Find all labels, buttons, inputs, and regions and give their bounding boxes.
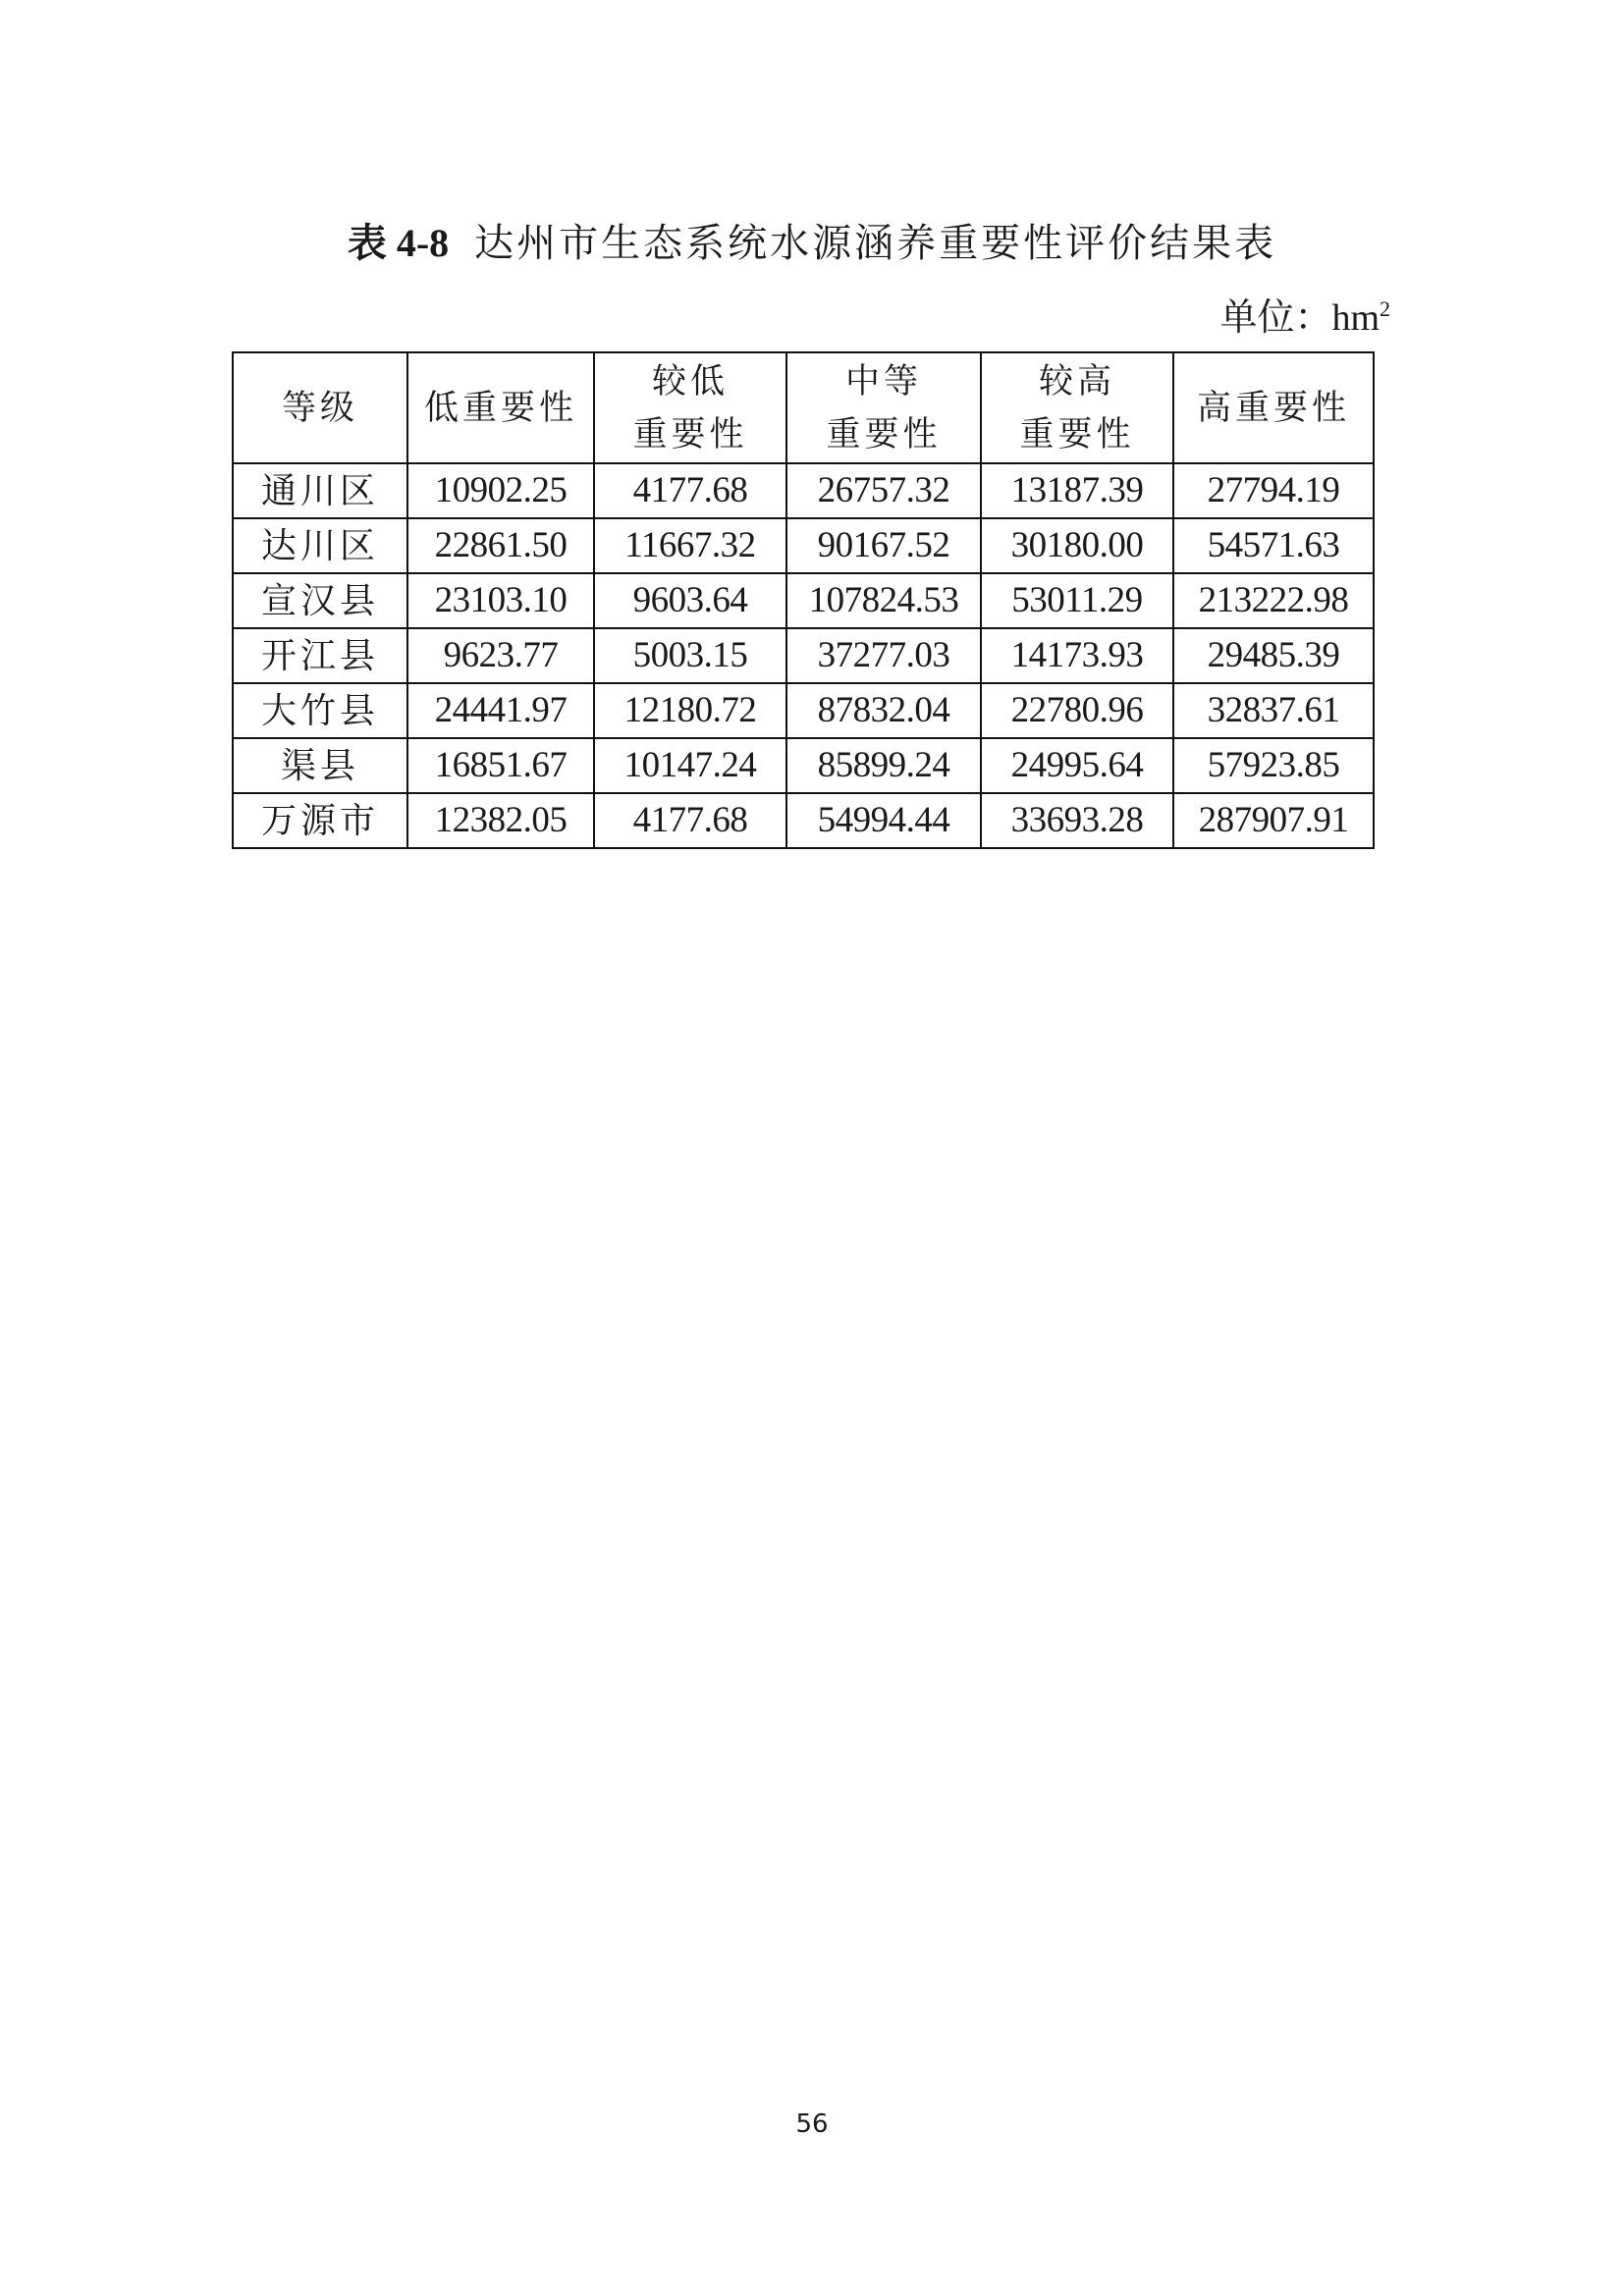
header-high-label: 高重要性 [1196, 388, 1350, 427]
table-row [233, 518, 1374, 573]
table-cell: 213222.98 [1173, 573, 1374, 628]
header-high [1173, 352, 1374, 463]
table-header-row [233, 352, 1374, 463]
header-higher-line2: 重要性 [1019, 414, 1135, 454]
page-number: 56 [795, 2109, 829, 2139]
header-medium-line2: 重要性 [826, 414, 942, 454]
table-cell: 16851.67 [407, 738, 594, 793]
table-cell: 53011.29 [981, 573, 1173, 628]
unit-text: 单位：hm [1219, 297, 1380, 339]
table-cell: 87832.04 [786, 683, 981, 738]
table-cell: 30180.00 [981, 518, 1173, 573]
region-cell: 通川区 [233, 463, 407, 518]
table-title: 达州市生态系统水源涵养重要性评价结果表 [474, 221, 1277, 265]
region-cell: 渠县 [233, 738, 407, 793]
table-cell: 33693.28 [981, 793, 1173, 848]
table-cell: 11667.32 [594, 518, 786, 573]
table-cell: 5003.15 [594, 628, 786, 683]
table-cell: 90167.52 [786, 518, 981, 573]
header-low [407, 352, 594, 463]
table-cell: 26757.32 [786, 463, 981, 518]
region-cell: 开江县 [233, 628, 407, 683]
table-cell: 9623.77 [407, 628, 594, 683]
table-cell: 287907.91 [1173, 793, 1374, 848]
region-cell: 宣汉县 [233, 573, 407, 628]
table-row [233, 573, 1374, 628]
unit-label [1219, 293, 1390, 344]
table-cell: 14173.93 [981, 628, 1173, 683]
table-cell: 12180.72 [594, 683, 786, 738]
unit-superscript: 2 [1380, 296, 1390, 321]
table-row [233, 683, 1374, 738]
table-cell: 32837.61 [1173, 683, 1374, 738]
table-cell: 85899.24 [786, 738, 981, 793]
table-row [233, 738, 1374, 793]
table-row [233, 628, 1374, 683]
table-cell: 29485.39 [1173, 628, 1374, 683]
table-cell: 4177.68 [594, 793, 786, 848]
table-cell: 22861.50 [407, 518, 594, 573]
header-medium [786, 352, 981, 463]
region-cell: 达川区 [233, 518, 407, 573]
table-cell: 12382.05 [407, 793, 594, 848]
table-cell: 107824.53 [786, 573, 981, 628]
table-cell: 24441.97 [407, 683, 594, 738]
table-caption [0, 218, 1624, 269]
table-cell: 24995.64 [981, 738, 1173, 793]
table-cell: 10147.24 [594, 738, 786, 793]
table-row [233, 463, 1374, 518]
header-medium-line1: 中等 [844, 361, 922, 400]
evaluation-table [232, 351, 1375, 849]
table-cell: 13187.39 [981, 463, 1173, 518]
region-cell: 万源市 [233, 793, 407, 848]
table-cell: 57923.85 [1173, 738, 1374, 793]
table-cell: 22780.96 [981, 683, 1173, 738]
header-lower [594, 352, 786, 463]
header-grade [233, 352, 407, 463]
table-cell: 54994.44 [786, 793, 981, 848]
table-cell: 54571.63 [1173, 518, 1374, 573]
header-higher-line1: 较高 [1038, 361, 1115, 400]
header-grade-label: 等级 [281, 388, 358, 427]
header-higher [981, 352, 1173, 463]
table-number: 表 4-8 [347, 221, 450, 265]
table-row [233, 793, 1374, 848]
table-cell: 10902.25 [407, 463, 594, 518]
region-cell: 大竹县 [233, 683, 407, 738]
header-lower-line2: 重要性 [632, 414, 748, 454]
header-low-label: 低重要性 [423, 388, 577, 427]
table-cell: 4177.68 [594, 463, 786, 518]
table-cell: 37277.03 [786, 628, 981, 683]
table-cell: 27794.19 [1173, 463, 1374, 518]
header-lower-line1: 较低 [651, 361, 729, 400]
table-cell: 23103.10 [407, 573, 594, 628]
table-cell: 9603.64 [594, 573, 786, 628]
